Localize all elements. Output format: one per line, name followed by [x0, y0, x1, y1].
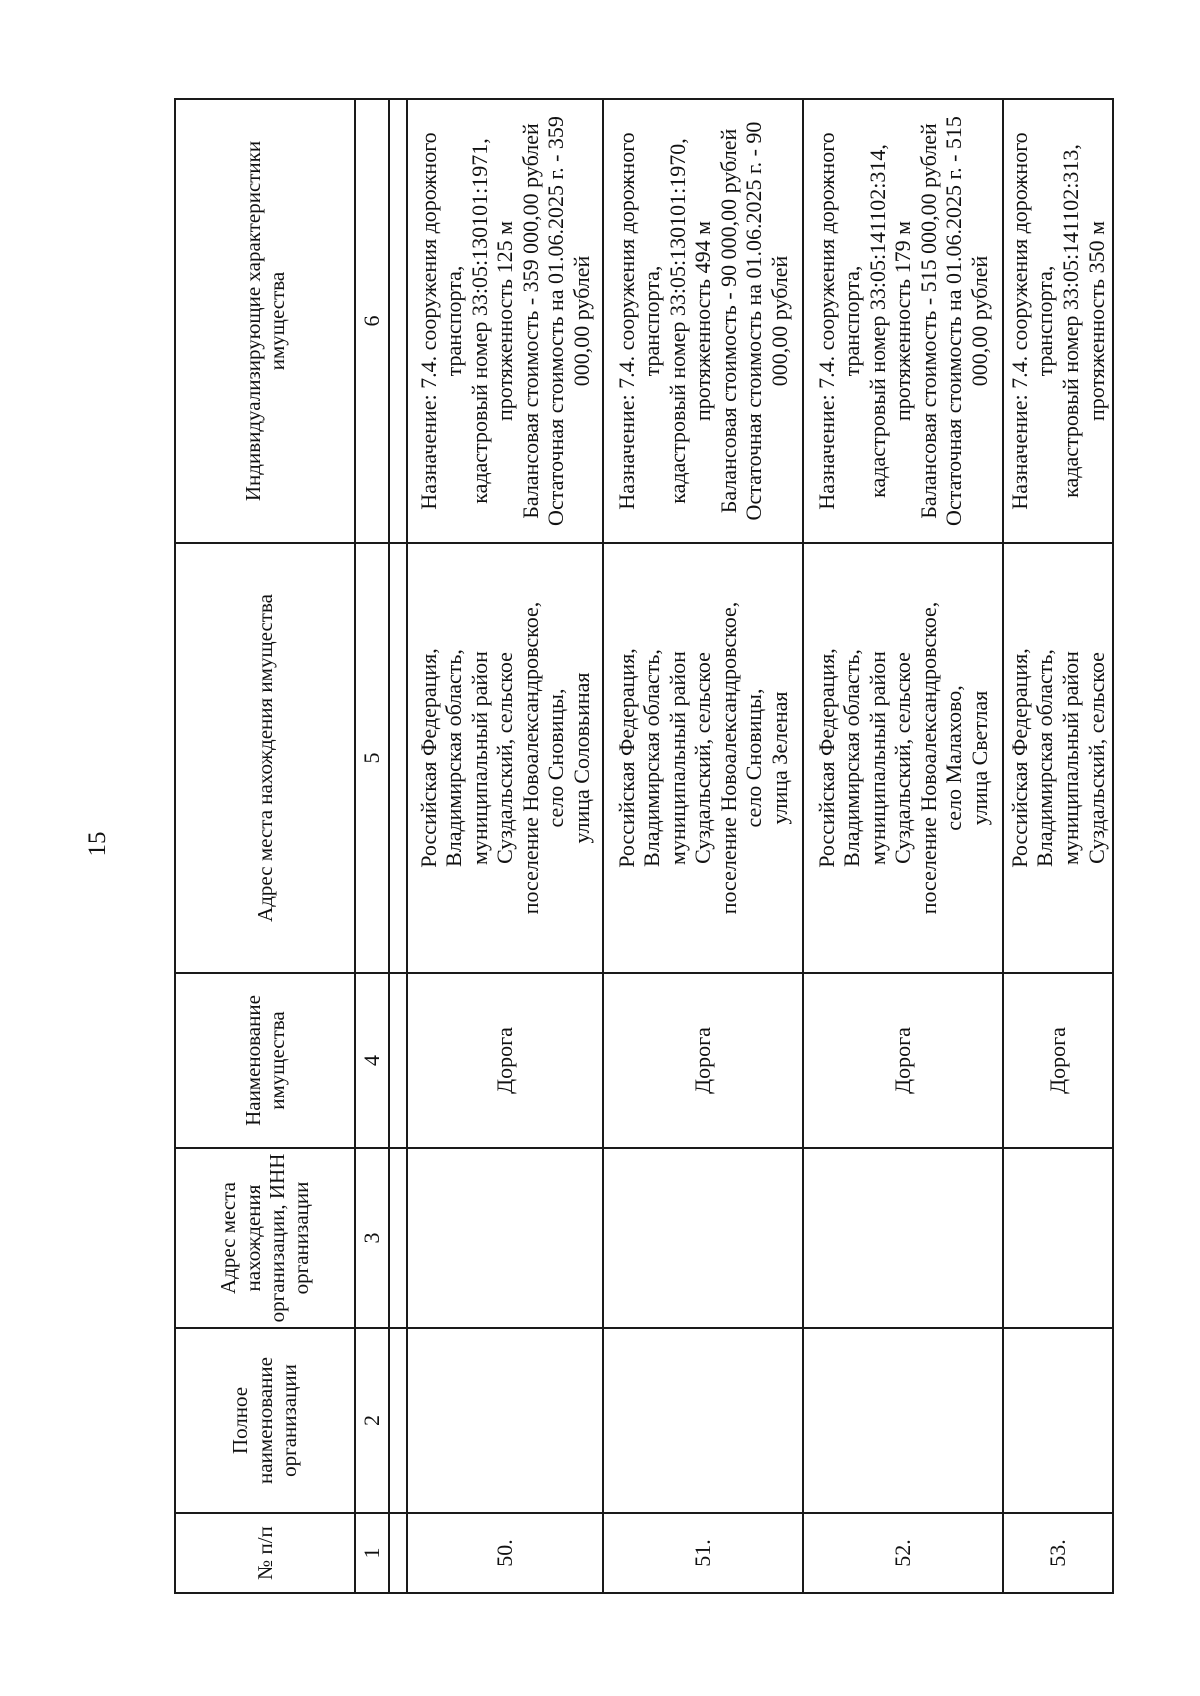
characteristics-line: кадастровый номер 33:05:141102:314,: [864, 144, 890, 498]
empty-cell: [389, 543, 407, 973]
row-number: 51.: [603, 1513, 803, 1593]
characteristics-line: Назначение: 7.4. сооружения дорожного транспорта,: [1006, 132, 1058, 510]
property-name-cell: Дорога: [803, 973, 1003, 1148]
property-name-cell: Дорога: [407, 973, 603, 1148]
header-cell-property-address: Адрес места нахождения имущества: [175, 543, 355, 973]
characteristics-cell: [803, 99, 1003, 543]
row-number: 50.: [407, 1513, 603, 1593]
org-name-cell: [1003, 1328, 1113, 1513]
empty-cell: [389, 1328, 407, 1513]
characteristics-cell: [1003, 99, 1113, 543]
characteristics-line: Остаточная стоимость на 01.06.2025 г. - 359 000,00 рублей: [543, 116, 594, 526]
characteristics-line: Остаточная стоимость на 01.06.2025 г. - 515 000,00 рублей: [941, 116, 992, 526]
org-address-cell: [603, 1148, 803, 1328]
table-row: [407, 99, 603, 1593]
column-number: 4: [355, 973, 389, 1148]
characteristics-line: Балансовая стоимость - 515 000,00 рублей: [915, 123, 941, 519]
characteristics-line: Остаточная стоимость на 01.06.2025 г. - 90 000,00 рублей: [741, 121, 792, 521]
org-address-cell: [803, 1148, 1003, 1328]
characteristics-line: Балансовая стоимость - 359 000,00 рублей: [517, 123, 543, 519]
characteristics-line: кадастровый номер 33:05:130101:1971,: [466, 138, 492, 504]
header-cell-num: № п/п: [175, 1513, 355, 1593]
empty-cell: [389, 99, 407, 543]
characteristics-line: протяженность 179 м: [890, 220, 916, 422]
property-address-text: Российская Федерация, Владимирская область, муниципальный район Суздальский, сельское поселение Новоалександровское, село Сновицы, улица Соловьиная: [415, 601, 594, 915]
empty-cell: [389, 973, 407, 1148]
org-address-cell: [1003, 1148, 1113, 1328]
org-name-cell: [803, 1328, 1003, 1513]
property-name-cell: Дорога: [603, 973, 803, 1148]
property-name-cell: Дорога: [1003, 973, 1113, 1148]
empty-cell: [389, 1148, 407, 1328]
characteristics-line: Назначение: 7.4. сооружения дорожного транспорта,: [613, 132, 665, 510]
property-address-cell: [603, 543, 803, 973]
characteristics-line: Назначение: 7.4. сооружения дорожного транспорта,: [415, 132, 467, 510]
empty-cell: [389, 1513, 407, 1593]
property-address-cell: [1003, 543, 1113, 973]
table-row: [803, 99, 1003, 1593]
column-number: 2: [355, 1328, 389, 1513]
org-name-cell: [603, 1328, 803, 1513]
header-cell-org-address: Адрес места нахождения организации, ИНН организации: [175, 1148, 355, 1328]
property-address-cell: [407, 543, 603, 973]
table-header-row: [175, 99, 355, 1593]
property-address-text: Российская Федерация, Владимирская область, муниципальный район Суздальский, сельское поселение Новоалександровское, село Сновицы, улица Зеленая: [613, 601, 792, 915]
property-register-table: [174, 98, 1114, 1594]
column-number-row: [355, 99, 389, 1593]
org-name-cell: [407, 1328, 603, 1513]
characteristics-cell: [407, 99, 603, 543]
characteristics-line: протяженность 350 м: [1083, 220, 1109, 422]
property-address-cell: [803, 543, 1003, 973]
characteristics-cell: [603, 99, 803, 543]
column-number: 6: [355, 99, 389, 543]
column-number: 5: [355, 543, 389, 973]
characteristics-line: протяженность 494 м: [690, 220, 716, 422]
header-cell-org-name: Полное наименование организации: [175, 1328, 355, 1513]
spacer-row: [389, 99, 407, 1593]
org-address-cell: [407, 1148, 603, 1328]
table-row: [1003, 99, 1113, 1593]
header-cell-property-name: Наименование имущества: [175, 973, 355, 1148]
characteristics-line: кадастровый номер 33:05:141102:313,: [1058, 144, 1083, 498]
rotated-table-container: [174, 100, 1112, 1594]
table-row: [603, 99, 803, 1593]
column-number: 1: [355, 1513, 389, 1593]
characteristics-line: Назначение: 7.4. сооружения дорожного транспорта,: [813, 132, 865, 510]
property-address-text: Российская Федерация, Владимирская область, муниципальный район Суздальский, сельское: [1006, 648, 1109, 868]
characteristics-line: Балансовая стоимость - 90 000,00 рублей: [715, 128, 741, 514]
row-number: 52.: [803, 1513, 1003, 1593]
characteristics-line: протяженность 125 м: [492, 220, 518, 422]
header-cell-characteristics: Индивидуализирующие характеристики имущества: [175, 99, 355, 543]
column-number: 3: [355, 1148, 389, 1328]
page-number: 15: [84, 831, 111, 857]
characteristics-line: кадастровый номер 33:05:130101:1970,: [664, 138, 690, 504]
property-address-text: Российская Федерация, Владимирская область, муниципальный район Суздальский, сельское поселение Новоалександровское, село Малахово, улица Светлая: [813, 601, 992, 915]
row-number: 53.: [1003, 1513, 1113, 1593]
